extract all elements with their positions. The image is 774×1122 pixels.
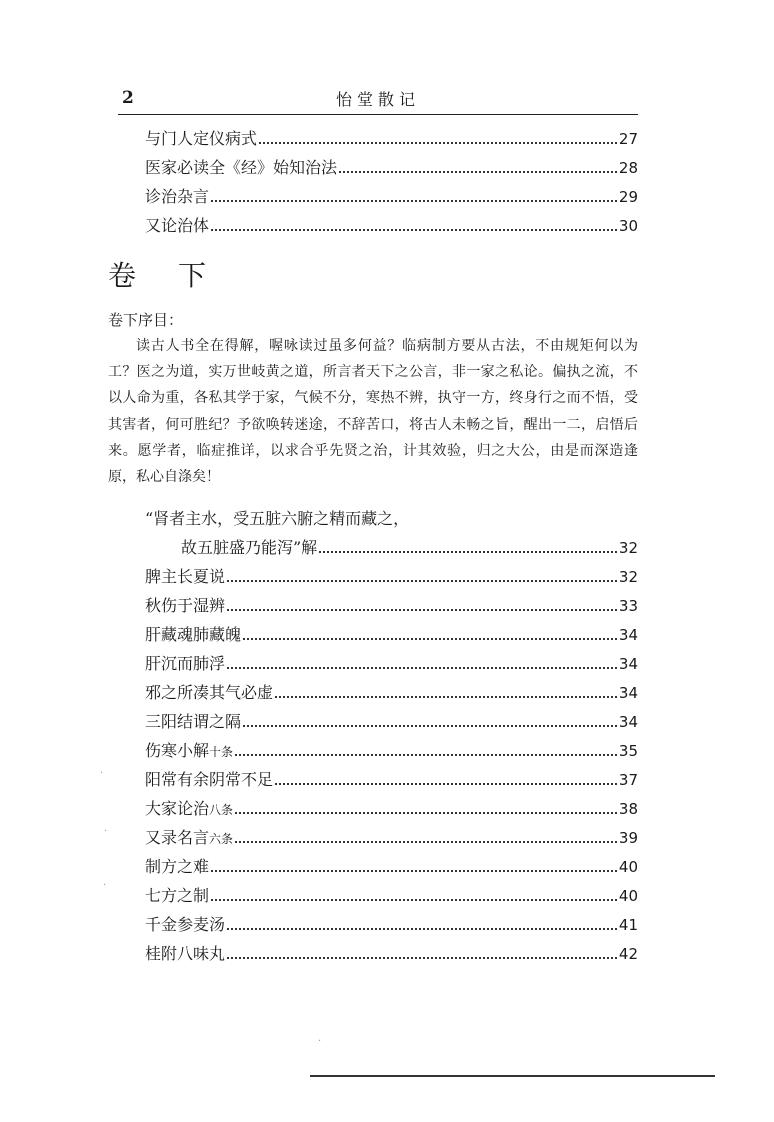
toc-entry-title: 制方之难 [145,857,210,876]
toc-entry-title: 诊治杂言 [145,187,210,206]
toc-entry-page: 34 [618,655,638,673]
toc-entry-page: 28 [618,159,638,177]
toc-leader-dots [339,171,617,173]
toc-entry [145,941,638,970]
section-title: 卷下 [108,259,249,292]
toc-entry [145,506,638,535]
toc-entry-page: 41 [618,916,638,934]
toc-entry-page: 42 [618,945,638,963]
toc-leader-dots [211,229,617,231]
toc-entry-title: 肝沉而肺浮 [145,654,226,673]
bottom-rule [310,1075,715,1077]
toc-leader-dots [211,899,617,901]
toc-entry [145,651,638,680]
header-rule [118,114,638,115]
toc-entry-title-text: 大家论治 [145,799,210,818]
toc-entry [145,184,638,213]
toc-entry-title: 脾主长夏说 [145,567,226,586]
preface-heading: 卷下序目： [108,311,184,329]
toc-entry [145,854,638,883]
toc-entry-title: 又论治体 [145,216,210,235]
toc-leader-dots [319,551,617,553]
toc-leader-dots [235,812,617,814]
toc-entry-page: 35 [618,742,638,760]
toc-entry-page: 34 [618,713,638,731]
toc-entry [145,796,638,825]
toc-leader-dots [259,142,617,144]
toc-leader-dots [243,725,617,727]
running-title: 怡堂散记 [335,90,420,109]
toc-entry [145,738,638,767]
page-number: 2 [122,88,134,108]
toc-entry-note: 十条 [209,745,234,759]
toc-leader-dots [227,609,617,611]
toc-entry [145,155,638,184]
toc-top [145,126,638,242]
toc-entry-page: 32 [618,568,638,586]
toc-entry [145,912,638,941]
page-header [118,84,638,114]
toc-entry-title-text: 又录名言 [145,828,210,847]
scan-speck: · [318,1036,322,1047]
toc-entry-title: 桂附八味丸 [145,944,226,963]
toc-entry-page: 40 [618,858,638,876]
toc-leader-dots [275,783,617,785]
toc-entry-page: 32 [618,539,638,557]
toc-entry-page: 30 [618,217,638,235]
toc-entry [145,535,638,564]
toc-entry [145,680,638,709]
toc-leader-dots [227,580,617,582]
toc-entry-title: 医家必读全《经》始知治法 [145,158,338,177]
toc-leader-dots [211,200,617,202]
toc-bottom [145,506,638,970]
toc-entry-title: 阳常有余阴常不足 [145,770,274,789]
toc-entry-note: 六条 [209,832,234,846]
toc-entry [145,126,638,155]
toc-entry-page: 39 [618,829,638,847]
toc-entry [145,709,638,738]
toc-entry-title: 故五脏盛乃能泻”解 [181,538,318,557]
toc-entry [145,593,638,622]
toc-leader-dots [275,696,617,698]
toc-entry-title-text: 伤寒小解 [145,741,210,760]
toc-entry-title [145,825,233,848]
toc-entry [145,767,638,796]
scan-speck: · [100,768,104,779]
toc-entry-title: 秋伤于湿辨 [145,596,226,615]
toc-entry-page: 27 [618,130,638,148]
toc-entry-title [145,738,233,761]
scan-speck: · [104,826,108,837]
scan-speck: · [103,880,107,891]
toc-entry-page: 38 [618,800,638,818]
toc-leader-dots [235,841,617,843]
toc-leader-dots [243,638,617,640]
toc-leader-dots [227,957,617,959]
toc-entry-page: 34 [618,626,638,644]
toc-entry-page: 29 [618,188,638,206]
toc-leader-dots [211,870,617,872]
toc-entry-title: 三阳结谓之隔 [145,712,242,731]
toc-entry-title [145,796,233,819]
preface-paragraph: 读古人书全在得解，喔咏读过虽多何益？临病制方要从古法，不由规矩何以为工？医之为道，实万世岐黄之道，所言者天下之公言，非一家之私论。偏执之流，不以人命为重，各私其学于家，气候不分，寒热不辨，执守一方，终身行之而不悟，受其害者，何可胜纪？予欲唤转迷途，不辞苦口，将古人未畅之旨，醒出一二，启悟后来。愿学者，临症推详，以求合乎先贤之治，计其效验，归之大公，由是而深造逢原，私心自涤矣！ [108,338,638,486]
toc-entry [145,825,638,854]
toc-entry-title: 邪之所凑其气必虚 [145,683,274,702]
toc-leader-dots [227,667,617,669]
toc-leader-dots [235,754,617,756]
toc-leader-dots [227,928,617,930]
toc-entry-title: 肝藏魂肺藏魄 [145,625,242,644]
toc-entry-title: 七方之制 [145,886,210,905]
toc-entry [145,564,638,593]
toc-entry-title: 与门人定仪病式 [145,129,258,148]
toc-entry-note: 八条 [209,803,234,817]
toc-entry [145,213,638,242]
toc-entry-page: 33 [618,597,638,615]
toc-entry [145,883,638,912]
toc-entry [145,622,638,651]
toc-entry-title: “肾者主水，受五脏六腑之精而藏之， [145,509,410,528]
toc-entry-page: 40 [618,887,638,905]
toc-entry-title: 千金参麦汤 [145,915,226,934]
toc-entry-page: 37 [618,771,638,789]
toc-entry-page: 34 [618,684,638,702]
